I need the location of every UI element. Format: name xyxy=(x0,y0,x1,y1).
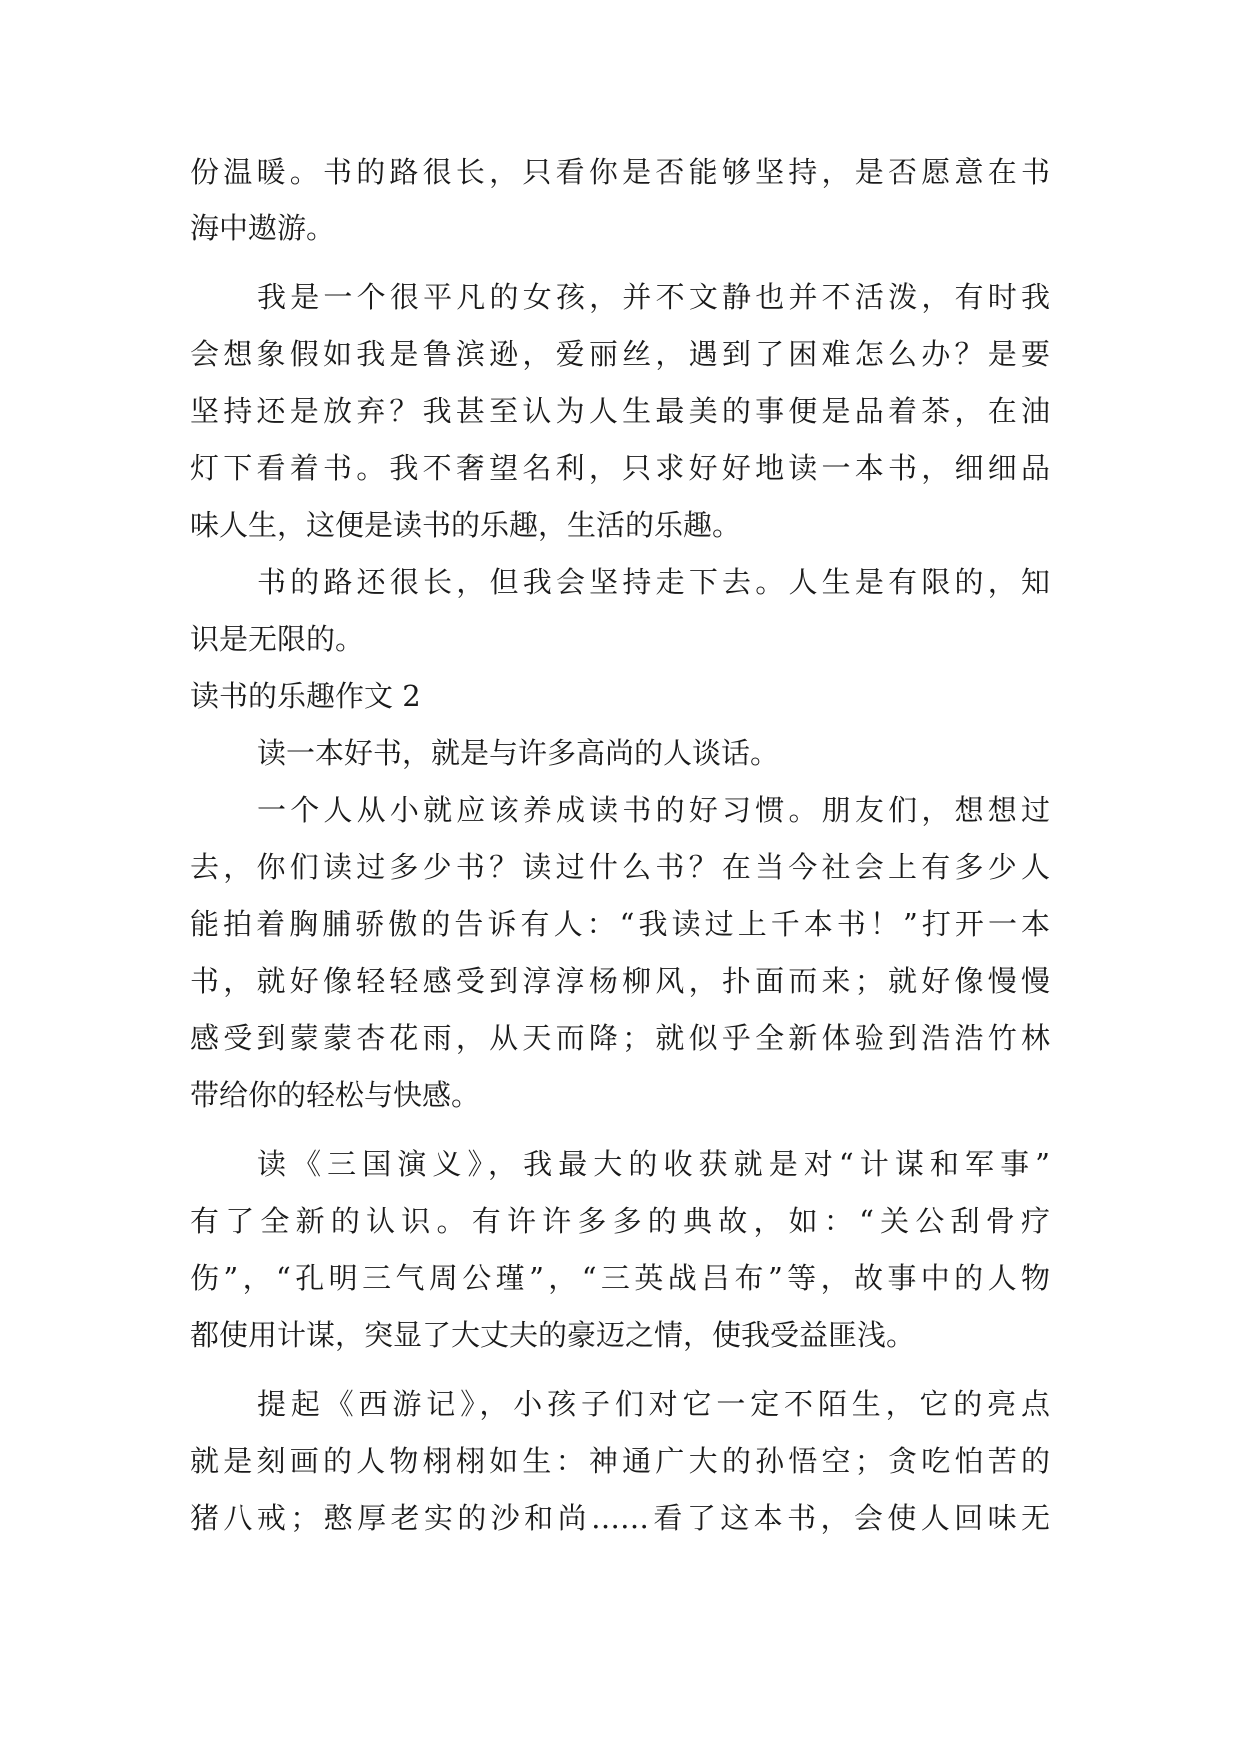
paragraph-first-line: 读一本好书，就是与许多高尚的人谈话。 xyxy=(257,736,780,770)
text-line: 坚持还是放弃？我甚至认为人生最美的事便是品着茶，在油 xyxy=(190,394,1050,428)
text-line: 书，就好像轻轻感受到淳淳杨柳风，扑面而来；就好像慢慢 xyxy=(190,964,1050,998)
text-line: 伤”，“孔明三气周公瑾”，“三英战吕布”等，故事中的人物 xyxy=(190,1261,1050,1295)
text-line: 灯下看着书。我不奢望名利，只求好好地读一本书，细细品 xyxy=(190,451,1050,485)
paragraph-first-line: 一个人从小就应该养成读书的好习惯。朋友们，想想过 xyxy=(257,793,1050,827)
text-line: 味人生，这便是读书的乐趣，生活的乐趣。 xyxy=(190,508,742,542)
text-line: 都使用计谋，突显了大丈夫的豪迈之情，使我受益匪浅。 xyxy=(190,1318,916,1352)
paragraph-first-line: 书的路还很长，但我会坚持走下去。人生是有限的，知 xyxy=(257,565,1050,599)
text-line: 海中遨游。 xyxy=(190,211,336,245)
text-line: 会想象假如我是鲁滨逊，爱丽丝，遇到了困难怎么办？是要 xyxy=(190,337,1050,371)
text-line: 有了全新的认识。有许许多多的典故，如：“关公刮骨疗 xyxy=(190,1204,1050,1238)
text-line: 能拍着胸脯骄傲的告诉有人：“我读过上千本书！”打开一本 xyxy=(190,907,1050,941)
text-line: 识是无限的。 xyxy=(190,622,365,656)
text-line: 带给你的轻松与快感。 xyxy=(190,1078,481,1112)
text-line: 去，你们读过多少书？读过什么书？在当今社会上有多少人 xyxy=(190,850,1050,884)
paragraph-first-line: 我是一个很平凡的女孩，并不文静也并不活泼，有时我 xyxy=(257,280,1050,314)
section-heading: 读书的乐趣作文 2 xyxy=(190,679,421,713)
paragraph-first-line: 读《三国演义》，我最大的收获就是对“计谋和军事” xyxy=(257,1147,1050,1181)
paragraph-first-line: 提起《西游记》，小孩子们对它一定不陌生，它的亮点 xyxy=(257,1387,1050,1421)
text-line: 份温暖。书的路很长，只看你是否能够坚持，是否愿意在书 xyxy=(190,155,1050,189)
text-line: 感受到蒙蒙杏花雨，从天而降；就似乎全新体验到浩浩竹林 xyxy=(190,1021,1050,1055)
text-line: 就是刻画的人物栩栩如生：神通广大的孙悟空；贪吃怕苦的 xyxy=(190,1444,1050,1478)
text-line: 猪八戒；憨厚老实的沙和尚……看了这本书，会使人回味无 xyxy=(190,1501,1050,1535)
